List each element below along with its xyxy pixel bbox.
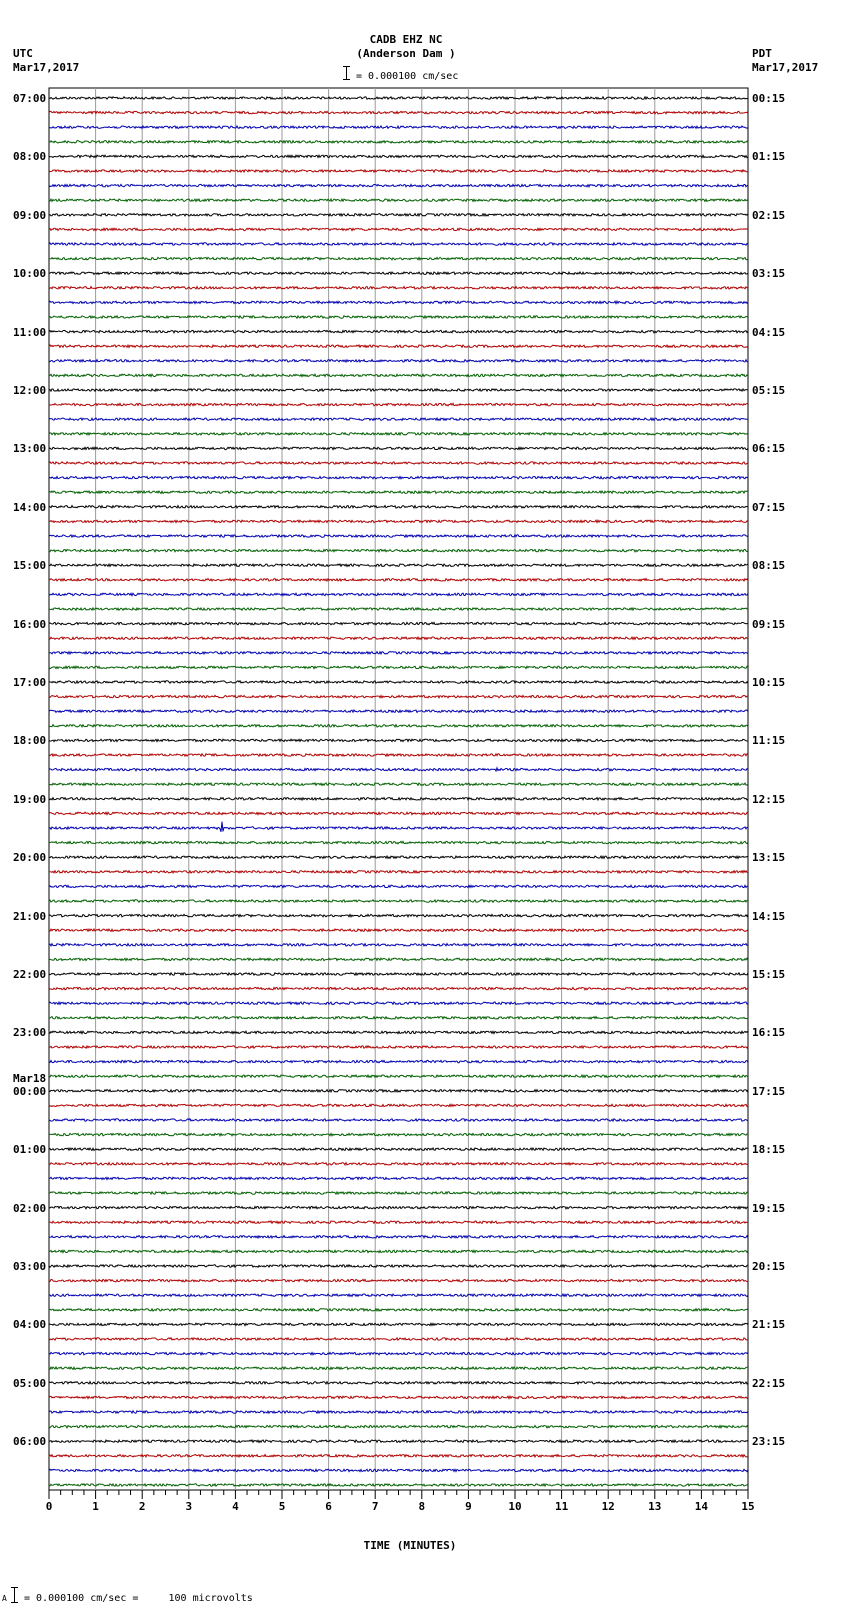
utc-hour-label: 11:00 [13, 325, 47, 339]
pdt-hour-label: 18:15 [752, 1143, 786, 1157]
utc-hour-label: 20:00 [13, 851, 47, 865]
utc-hour-label: 03:00 [13, 1260, 47, 1273]
trace-51 [49, 841, 748, 843]
trace-91 [49, 1425, 748, 1427]
left-timezone: UTC [13, 47, 33, 60]
trace-67 [49, 1075, 748, 1077]
trace-30 [49, 535, 748, 537]
trace-38 [49, 652, 748, 654]
pdt-hour-label: 09:15 [752, 617, 786, 631]
pdt-hour-label: 16:15 [752, 1026, 786, 1040]
x-tick-label: 15 [741, 1500, 755, 1513]
pdt-hour-label: 14:15 [752, 909, 786, 923]
footer-scale-text: = 0.000100 cm/sec = 100 microvolts [24, 1593, 253, 1604]
trace-64 [49, 1031, 748, 1033]
trace-39 [49, 666, 748, 668]
trace-52 [49, 856, 748, 858]
trace-26 [49, 476, 748, 478]
utc-hour-label: 16:00 [13, 617, 47, 631]
trace-72 [49, 1148, 748, 1150]
trace-89 [49, 1396, 748, 1398]
trace-56 [49, 914, 748, 916]
trace-31 [49, 549, 748, 551]
x-tick-label: 6 [325, 1500, 332, 1513]
trace-61 [49, 987, 748, 989]
trace-84 [49, 1323, 748, 1325]
trace-49 [49, 812, 748, 814]
date-change-label: Mar18 [13, 1071, 47, 1085]
trace-42 [49, 710, 748, 712]
pdt-hour-label: 07:15 [752, 500, 786, 514]
trace-19 [49, 374, 748, 376]
trace-80 [49, 1265, 748, 1267]
trace-17 [49, 345, 748, 347]
trace-21 [49, 403, 748, 405]
trace-57 [49, 929, 748, 931]
trace-58 [49, 944, 748, 946]
pdt-hour-label: 23:15 [752, 1435, 786, 1449]
right-timezone: PDT [752, 47, 772, 60]
trace-69 [49, 1104, 748, 1106]
x-tick-label: 0 [45, 1500, 53, 1513]
trace-14 [49, 301, 748, 303]
pdt-hour-label: 21:15 [752, 1318, 786, 1332]
utc-hour-label: 12:00 [13, 384, 47, 397]
trace-3 [49, 141, 748, 143]
pdt-hour-label: 19:15 [752, 1201, 786, 1215]
trace-87 [49, 1367, 748, 1369]
trace-68 [49, 1090, 748, 1092]
utc-hour-label: 22:00 [13, 968, 47, 981]
trace-53 [49, 871, 748, 873]
utc-hour-label: 00:00 [13, 1084, 47, 1098]
trace-5 [49, 170, 748, 172]
pdt-hour-label: 08:15 [752, 559, 786, 573]
trace-85 [49, 1338, 748, 1340]
utc-hour-label: 13:00 [13, 442, 47, 456]
trace-54 [49, 885, 748, 887]
x-tick-label: 11 [554, 1500, 569, 1513]
utc-hour-label: 17:00 [13, 676, 47, 689]
trace-75 [49, 1192, 748, 1194]
trace-79 [49, 1250, 748, 1252]
trace-95 [49, 1484, 748, 1486]
footer-scale-bar [11, 1587, 18, 1603]
trace-48 [49, 798, 748, 800]
x-tick-label: 9 [465, 1500, 472, 1513]
utc-hour-label: 18:00 [13, 734, 47, 748]
utc-hour-label: 19:00 [13, 792, 47, 806]
trace-43 [49, 725, 748, 727]
trace-7 [49, 199, 748, 201]
trace-28 [49, 506, 748, 508]
utc-hour-label: 01:00 [13, 1143, 47, 1157]
trace-11 [49, 257, 748, 259]
trace-66 [49, 1060, 748, 1062]
trace-46 [49, 768, 748, 771]
utc-hour-label: 04:00 [13, 1318, 47, 1332]
trace-12 [49, 272, 748, 274]
trace-2 [49, 126, 748, 128]
trace-90 [49, 1411, 748, 1413]
trace-60 [49, 973, 748, 975]
trace-44 [49, 739, 748, 741]
trace-63 [49, 1017, 748, 1019]
pdt-hour-label: 04:15 [752, 325, 786, 339]
pdt-hour-label: 05:15 [752, 384, 786, 397]
header-scale-text: = 0.000100 cm/sec [356, 71, 459, 82]
pdt-hour-label: 02:15 [752, 208, 786, 222]
utc-hour-label: 02:00 [13, 1201, 47, 1215]
trace-16 [49, 330, 748, 332]
trace-13 [49, 287, 748, 289]
trace-73 [49, 1163, 748, 1165]
utc-hour-label: 15:00 [13, 559, 47, 573]
trace-32 [49, 564, 748, 566]
trace-65 [49, 1046, 748, 1048]
trace-1 [49, 111, 748, 113]
utc-hour-label: 21:00 [13, 909, 47, 923]
trace-45 [49, 754, 748, 756]
pdt-hour-label: 11:15 [752, 734, 786, 748]
pdt-hour-label: 20:15 [752, 1260, 786, 1273]
trace-47 [49, 783, 748, 785]
trace-93 [49, 1455, 748, 1457]
trace-82 [49, 1294, 748, 1296]
trace-70 [49, 1119, 748, 1121]
trace-92 [49, 1440, 748, 1442]
pdt-hour-label: 13:15 [752, 851, 786, 865]
pdt-hour-label: 22:15 [752, 1376, 786, 1390]
x-tick-label: 5 [278, 1500, 286, 1513]
x-tick-label: 14 [694, 1500, 709, 1513]
x-tick-label: 10 [508, 1500, 522, 1513]
trace-15 [49, 316, 748, 318]
x-tick-label: 12 [601, 1500, 615, 1513]
trace-40 [49, 681, 748, 683]
left-date: Mar17,2017 [13, 61, 80, 74]
trace-0 [49, 97, 748, 99]
x-tick-label: 13 [648, 1500, 662, 1513]
trace-8 [49, 214, 748, 216]
trace-29 [49, 520, 748, 522]
pdt-hour-label: 03:15 [752, 267, 786, 281]
trace-59 [49, 958, 748, 960]
x-tick-label: 2 [138, 1500, 146, 1513]
x-axis-label: TIME (MINUTES) [363, 1539, 457, 1552]
trace-71 [49, 1133, 748, 1135]
trace-10 [49, 243, 748, 245]
trace-34 [49, 593, 748, 595]
trace-77 [49, 1221, 748, 1223]
trace-76 [49, 1206, 748, 1208]
x-tick-label: 3 [185, 1500, 193, 1513]
utc-hour-label: 07:00 [13, 92, 47, 105]
station-location: (Anderson Dam ) [356, 47, 456, 60]
station-title: CADB EHZ NC [369, 33, 443, 46]
trace-74 [49, 1177, 748, 1179]
pdt-hour-label: 00:15 [752, 92, 786, 105]
trace-94 [49, 1469, 748, 1471]
trace-62 [49, 1002, 748, 1004]
utc-hour-label: 05:00 [13, 1376, 47, 1390]
trace-27 [49, 491, 748, 493]
trace-41 [49, 695, 748, 697]
trace-33 [49, 579, 748, 581]
utc-hour-label: 23:00 [13, 1026, 47, 1040]
x-tick-label: 1 [92, 1500, 99, 1513]
trace-36 [49, 622, 748, 624]
footer-marker: A [2, 1594, 7, 1603]
trace-81 [49, 1279, 748, 1281]
trace-37 [49, 637, 748, 639]
pdt-hour-label: 01:15 [752, 150, 786, 164]
pdt-hour-label: 10:15 [752, 676, 786, 689]
trace-23 [49, 433, 748, 435]
trace-4 [49, 155, 748, 157]
trace-24 [49, 447, 748, 449]
pdt-hour-label: 06:15 [752, 442, 786, 456]
trace-22 [49, 418, 748, 420]
trace-18 [49, 360, 748, 362]
trace-35 [49, 608, 748, 610]
trace-78 [49, 1236, 748, 1238]
x-tick-label: 8 [418, 1500, 426, 1513]
utc-hour-label: 14:00 [13, 500, 47, 514]
pdt-hour-label: 17:15 [752, 1084, 786, 1098]
trace-6 [49, 184, 748, 186]
pdt-hour-label: 12:15 [752, 792, 786, 806]
x-tick-label: 7 [371, 1500, 379, 1513]
trace-55 [49, 900, 748, 902]
x-tick-label: 4 [232, 1500, 239, 1513]
utc-hour-label: 08:00 [13, 150, 47, 164]
trace-83 [49, 1309, 748, 1311]
right-date: Mar17,2017 [752, 61, 819, 74]
trace-50 [49, 822, 748, 832]
trace-9 [49, 228, 748, 230]
trace-20 [49, 389, 748, 391]
trace-88 [49, 1382, 748, 1384]
utc-hour-label: 09:00 [13, 208, 47, 222]
trace-86 [49, 1352, 748, 1354]
pdt-hour-label: 15:15 [752, 968, 786, 981]
utc-hour-label: 06:00 [13, 1435, 47, 1449]
trace-25 [49, 462, 748, 464]
utc-hour-label: 10:00 [13, 267, 47, 281]
